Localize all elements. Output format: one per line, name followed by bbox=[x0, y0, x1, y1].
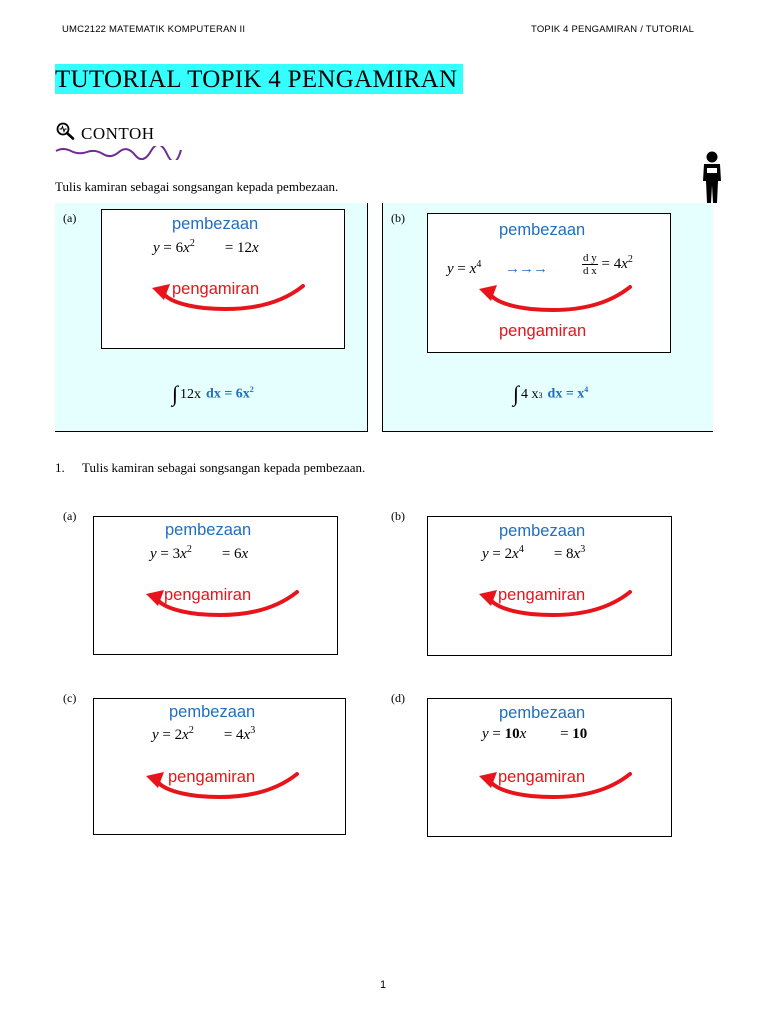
exercise-instruction: Tulis kamiran sebagai songsangan kepada pembezaan. bbox=[82, 460, 366, 475]
example-b-integrand-exponent: 3 bbox=[538, 391, 543, 400]
example-b-arrows: →→→ bbox=[505, 261, 547, 277]
example-b-integral-result-exponent: 4 bbox=[584, 385, 589, 395]
example-a-integral-result-exponent: 2 bbox=[249, 385, 254, 395]
example-a-integration-label: pengamiran bbox=[172, 280, 260, 298]
exercise-number: 1. bbox=[55, 460, 65, 475]
exercise-a-integration-label: pengamiran bbox=[164, 586, 252, 604]
example-b-reverse-arrow-icon bbox=[477, 283, 635, 317]
example-a-label: (a) bbox=[63, 211, 77, 225]
example-b-function: $y = x^4$ bbox=[447, 259, 482, 277]
magnifier-icon bbox=[56, 122, 76, 145]
example-b-integral-result: dx = x bbox=[547, 387, 585, 402]
exercise-a-label: (a) bbox=[63, 509, 77, 523]
exercise-c-differentiation-label: pembezaan bbox=[169, 703, 256, 721]
squiggle-underline bbox=[55, 146, 183, 160]
integral-sign: ∫ bbox=[172, 381, 179, 406]
exercise-a-differentiation-label: pembezaan bbox=[165, 521, 252, 539]
topic-header: TOPIK 4 PENGAMIRAN / TUTORIAL bbox=[531, 24, 695, 35]
example-a-integrand: 12x bbox=[180, 387, 202, 402]
exercise-d-differentiation-label: pembezaan bbox=[499, 704, 586, 722]
example-a-integral-result: dx = 6x bbox=[206, 387, 250, 402]
example-b-integral bbox=[513, 378, 588, 404]
example-instruction: Tulis kamiran sebagai songsangan kepada pembezaan. bbox=[55, 179, 339, 194]
example-a-differentiation-label: pembezaan bbox=[172, 215, 259, 233]
exercise-b-integration-label: pengamiran bbox=[498, 586, 586, 604]
exercise-c-label: (c) bbox=[63, 691, 77, 705]
exercise-d-integration-label: pengamiran bbox=[498, 768, 586, 786]
example-b-differentiation-label: pembezaan bbox=[499, 221, 586, 239]
page-title: TUTORIAL TOPIK 4 PENGAMIRAN bbox=[55, 64, 463, 94]
example-heading-label: CONTOH bbox=[81, 123, 155, 143]
exercise-b-equation: $y = 2x^4$ = $8x^3$ bbox=[482, 544, 586, 562]
example-b-derivative: $\frac{\text{d y}}{\text{d x}}$ = $4x^2$ bbox=[583, 252, 633, 277]
exercise-d-equation: y = 10x = 10 bbox=[482, 726, 588, 742]
exercise-b-label: (b) bbox=[391, 509, 405, 523]
panel-bottom-rule bbox=[382, 431, 713, 432]
exercise-a-equation: $y = 3x^2$ = 6x bbox=[150, 544, 249, 562]
example-b-integrand-coefficient: 4 x bbox=[521, 387, 539, 402]
page-number: 1 bbox=[380, 979, 387, 991]
panel-bottom-rule bbox=[55, 431, 367, 432]
integral-sign: ∫ bbox=[513, 381, 520, 406]
example-a-equation: $y = 6x^2$ = 12x bbox=[153, 238, 259, 256]
exercise-c-integration-label: pengamiran bbox=[168, 768, 256, 786]
panel-divider bbox=[367, 203, 368, 432]
example-b-dy: d y bbox=[583, 252, 597, 264]
example-b-label: (b) bbox=[391, 211, 405, 225]
example-a-integral bbox=[172, 378, 254, 404]
exercise-c-equation: $y = 2x^2$ = $4x^3$ bbox=[152, 725, 256, 743]
exercise-b-differentiation-label: pembezaan bbox=[499, 522, 586, 540]
example-b-dx: d x bbox=[583, 265, 597, 277]
exercise-d-label: (d) bbox=[391, 691, 405, 705]
student-figure-icon bbox=[698, 151, 726, 205]
example-b-integration-label: pengamiran bbox=[499, 322, 587, 340]
example-heading bbox=[56, 122, 155, 145]
course-header: UMC2122 MATEMATIK KOMPUTERAN II bbox=[62, 24, 246, 35]
panel-divider bbox=[382, 203, 383, 432]
